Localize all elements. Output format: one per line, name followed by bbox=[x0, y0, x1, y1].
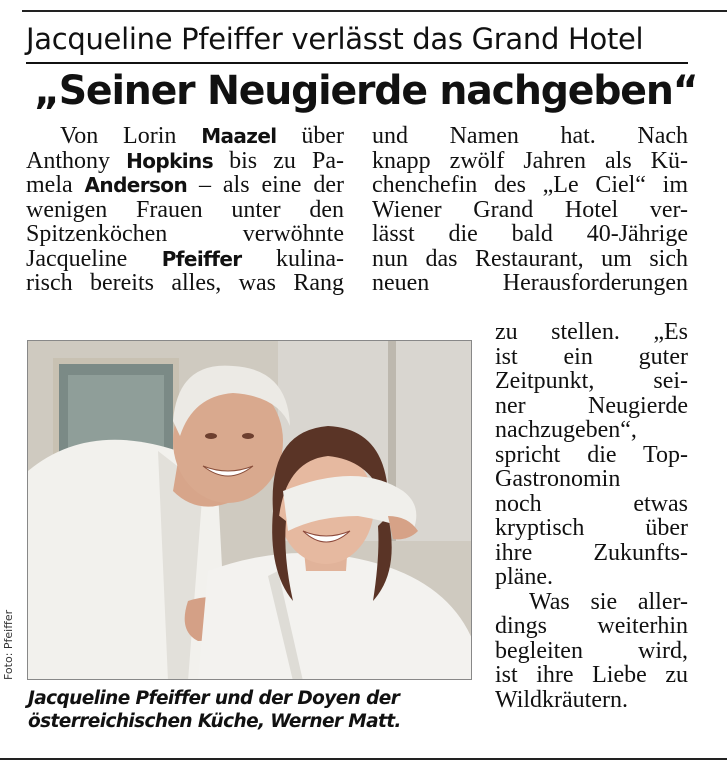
column-2-para2-line: ist ihre Liebe zu bbox=[495, 662, 688, 688]
column-2-narrow-line: ner Neugierde bbox=[495, 392, 688, 419]
column-2-narrow-line: ist ein guter bbox=[495, 343, 688, 370]
text-run: Spitzenköchen verwöhnte bbox=[26, 221, 344, 247]
column-2-line: lässt die bald 40-Jährige bbox=[372, 221, 688, 247]
column-1-line bbox=[26, 173, 344, 198]
text-run: Von Lorin bbox=[60, 123, 202, 149]
column-2-narrow-line: pläne. bbox=[495, 564, 553, 590]
column-2-narrow-line: noch etwas bbox=[495, 490, 688, 517]
column-2-para2-line: Wildkräutern. bbox=[495, 686, 628, 713]
photo-caption bbox=[28, 687, 478, 733]
article-photo bbox=[27, 340, 472, 680]
column-2-line: neuen Herausforderungen bbox=[372, 270, 688, 296]
article-headline: „Seiner Neugierde nachgeben“ bbox=[34, 68, 698, 114]
text-run: über bbox=[276, 123, 344, 149]
text-run: wenigen Frauen unter den bbox=[26, 196, 344, 223]
column-1-line bbox=[26, 124, 344, 149]
column-2-line: knapp zwölf Jahren als Kü- bbox=[372, 147, 688, 174]
column-2-line: Wiener Grand Hotel ver- bbox=[372, 196, 688, 223]
text-run: risch bereits alles, was Rang bbox=[26, 270, 344, 296]
column-2-narrow-line: nachzugeben“, bbox=[495, 417, 637, 443]
column-2-para2-line: dings weiterhin bbox=[495, 613, 688, 639]
column-2-narrow-line: Gastronomin bbox=[495, 466, 621, 492]
photo-credit: Foto: Pfeiffer bbox=[2, 609, 15, 680]
bold-name: Anderson bbox=[84, 173, 188, 197]
text-run: Jacqueline bbox=[26, 245, 162, 272]
column-2-narrow-line: kryptisch über bbox=[495, 515, 688, 541]
column-2-narrow-line: ihre Zukunfts- bbox=[495, 539, 688, 566]
top-rule bbox=[22, 10, 727, 12]
column-1-line bbox=[26, 149, 344, 174]
text-run: Anthony bbox=[26, 147, 127, 174]
column-1-line bbox=[26, 222, 344, 247]
article-column-1 bbox=[26, 124, 344, 296]
column-1-line bbox=[26, 271, 344, 296]
text-run: bis zu Pa- bbox=[213, 147, 344, 174]
article-column-2-narrow bbox=[495, 320, 688, 712]
column-2-para2-line: Was sie aller- bbox=[529, 588, 688, 615]
article-kicker: Jacqueline Pfeiffer verlässt das Grand Hotel bbox=[26, 22, 644, 56]
column-1-line bbox=[26, 247, 344, 272]
column-2-line: chenchefin des „Le Ciel“ im bbox=[372, 172, 688, 198]
column-2-line: nun das Restaurant, um sich bbox=[372, 245, 688, 272]
column-1-line bbox=[26, 198, 344, 223]
column-2-narrow-line: spricht die Top- bbox=[495, 441, 688, 468]
caption-line-2: österreichischen Küche, Werner Matt. bbox=[28, 711, 401, 732]
bold-name: Pfeiffer bbox=[161, 246, 242, 271]
text-run: – als eine der bbox=[187, 172, 344, 198]
column-2-para2-line: begleiten wird, bbox=[495, 637, 688, 664]
article-column-2-top bbox=[372, 124, 688, 296]
bottom-rule bbox=[0, 758, 727, 760]
text-run: mela bbox=[26, 172, 85, 198]
column-2-narrow-line: zu stellen. „Es bbox=[495, 319, 688, 345]
text-run: kulina- bbox=[241, 245, 344, 272]
column-2-narrow-line: Zeitpunkt, sei- bbox=[495, 368, 688, 394]
column-2-line: und Namen hat. Nach bbox=[372, 123, 688, 149]
bold-name: Maazel bbox=[201, 124, 277, 148]
kicker-underline bbox=[26, 62, 688, 64]
caption-line-1: Jacqueline Pfeiffer und der Doyen der bbox=[28, 688, 400, 709]
bold-name: Hopkins bbox=[126, 148, 214, 173]
